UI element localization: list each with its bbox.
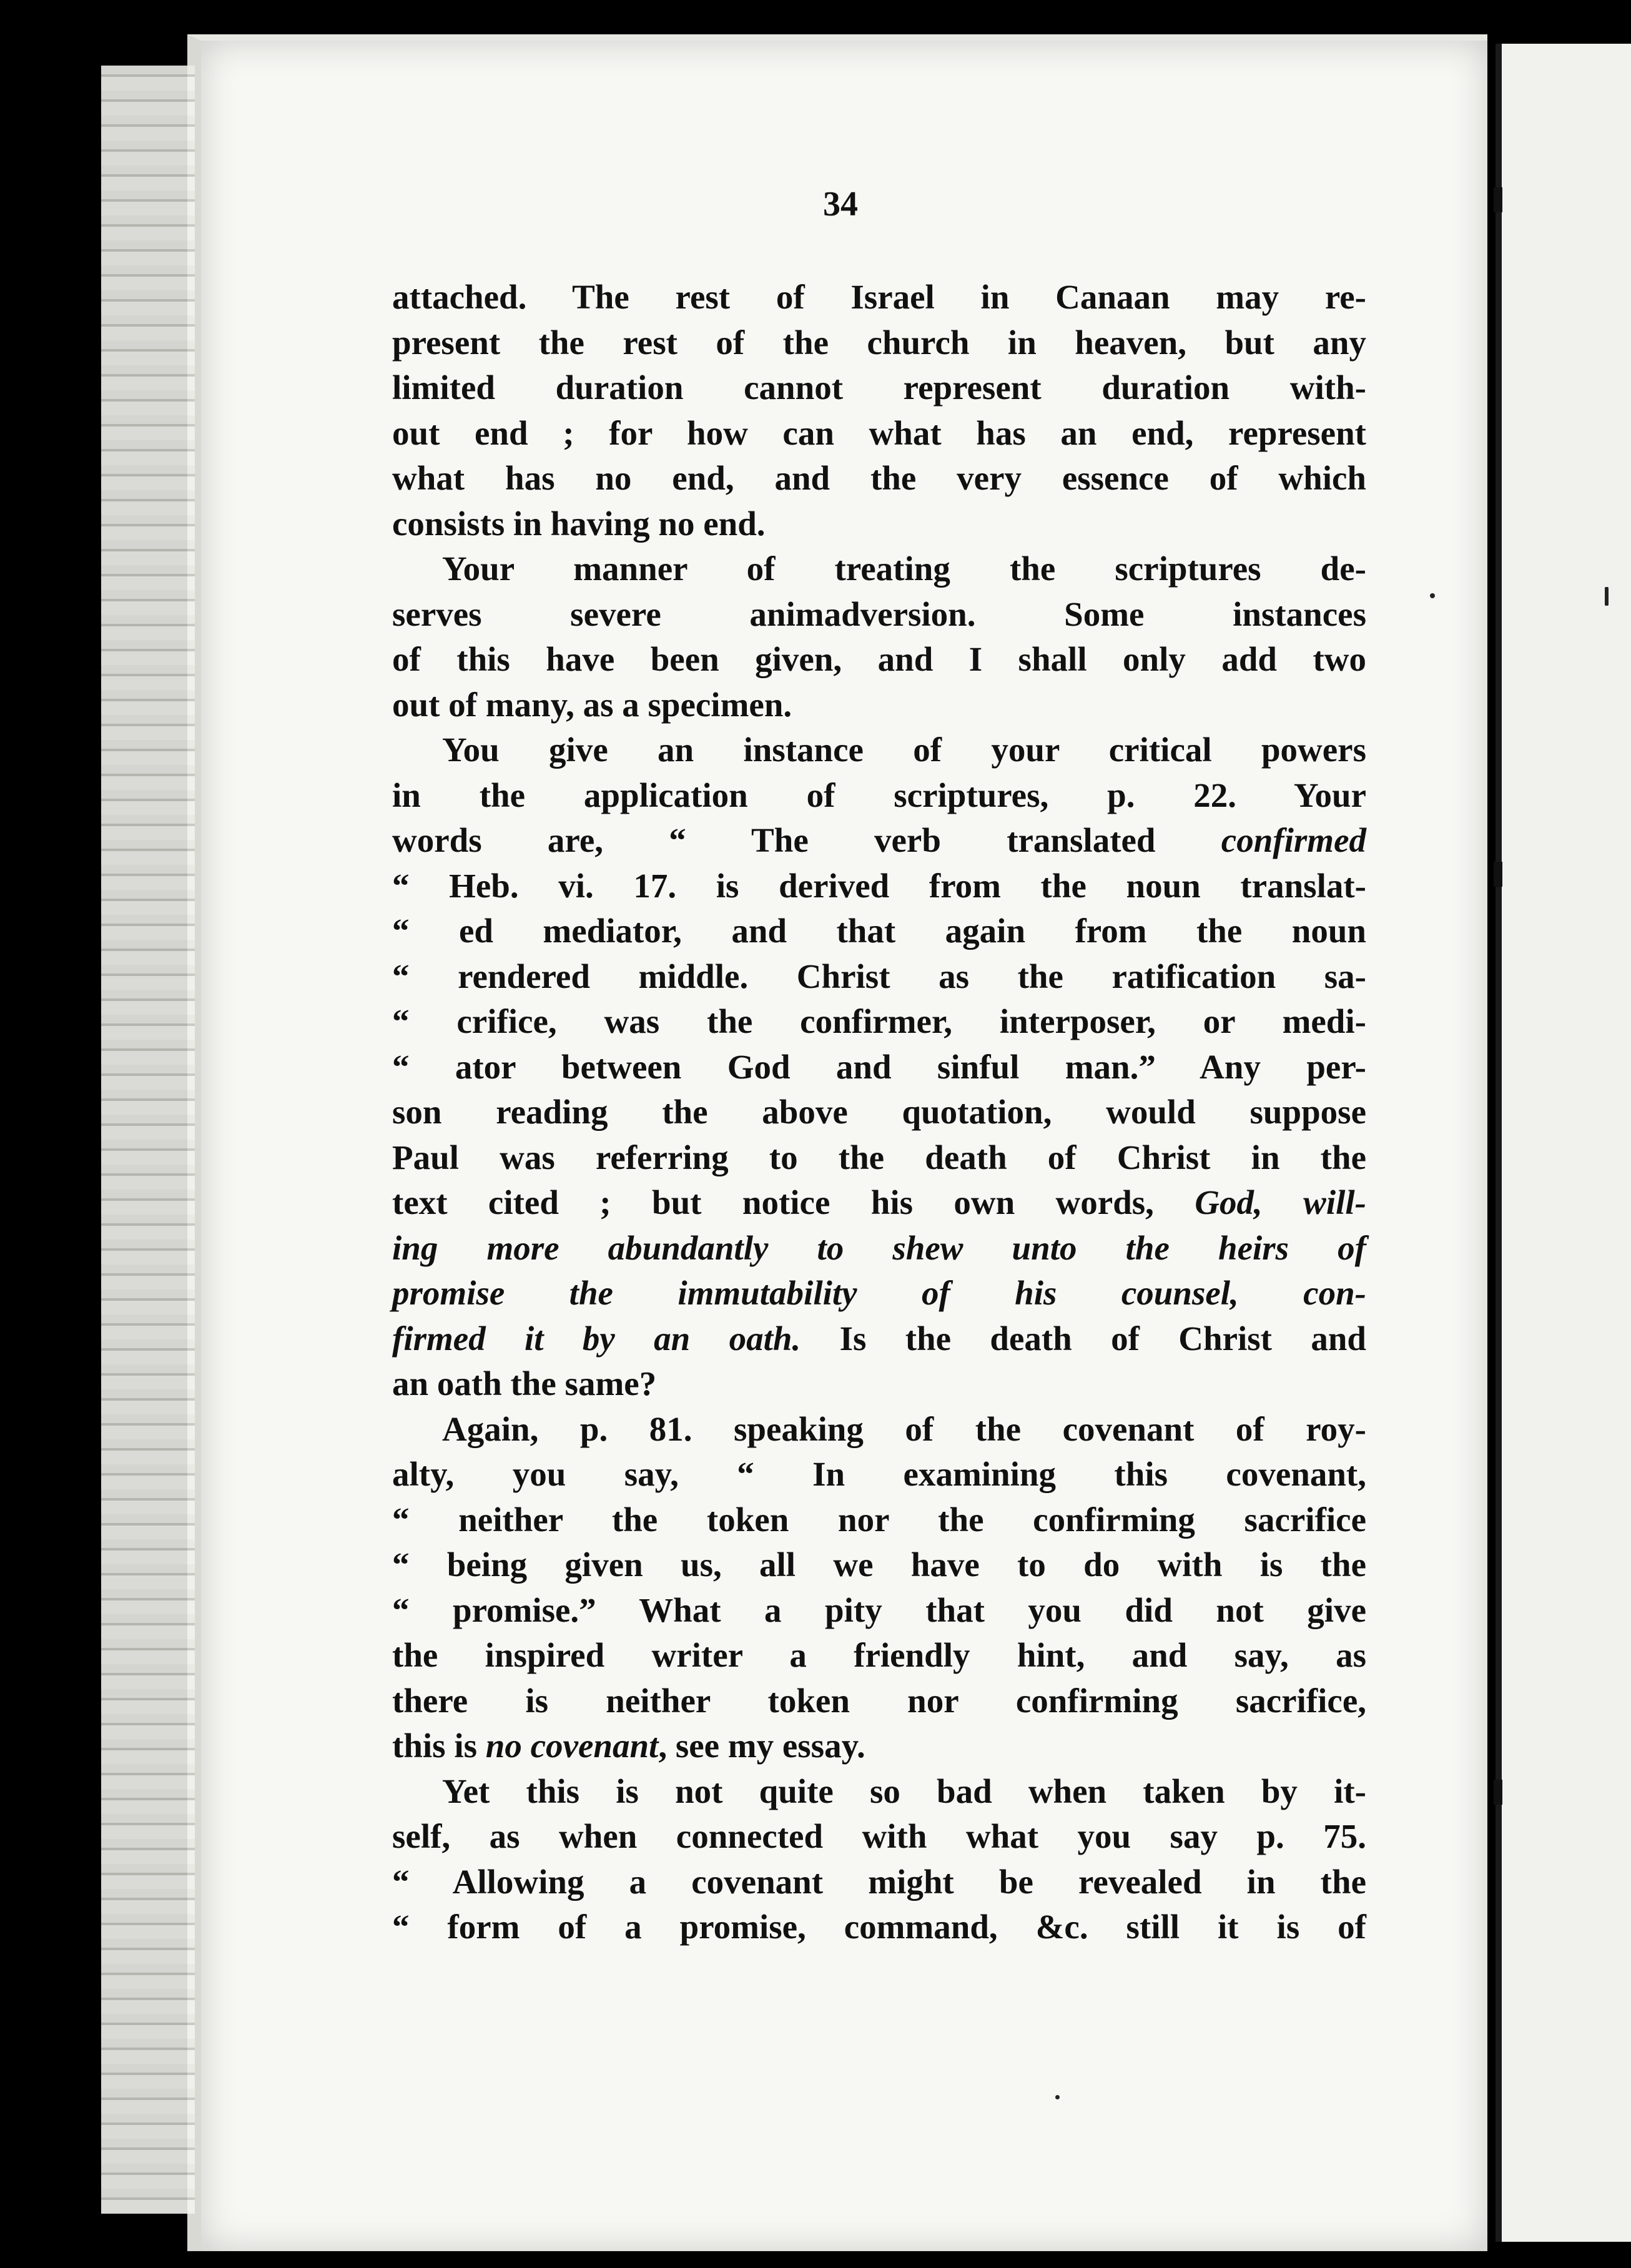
text-segment: “ rendered middle. Christ as the ratification sa-: [392, 957, 1366, 995]
text-line: [392, 592, 1366, 638]
text-segment: in the application of scriptures, p. 22. Your: [392, 776, 1366, 814]
text-segment: limited duration cannot represent duration with-: [392, 368, 1366, 407]
binding-mark: [1494, 862, 1502, 887]
text-segment: “ form of a promise, command, &c. still it is of: [392, 1908, 1366, 1946]
page-number: 34: [823, 185, 858, 224]
text-line: [392, 954, 1366, 1000]
text-segment: consists in having no end.: [392, 504, 766, 543]
text-segment: Paul was referring to the death of Christ in the: [392, 1138, 1366, 1176]
text-segment: “ promise.” What a pity that you did not give: [392, 1590, 1366, 1629]
text-line: [392, 1588, 1366, 1634]
text-line: [392, 275, 1366, 320]
text-segment: You give an instance of your critical powers: [442, 731, 1366, 769]
text-line: [392, 773, 1366, 819]
text-segment: Your manner of treating the scriptures de-: [442, 550, 1366, 588]
italic-text-segment: firmed it by an oath.: [392, 1319, 801, 1358]
text-segment: an oath the same?: [392, 1364, 657, 1403]
text-line: [392, 637, 1366, 683]
text-line: [392, 1135, 1366, 1181]
text-line: [392, 1045, 1366, 1090]
italic-text-segment: ing more abundantly to shew unto the heirs of: [392, 1228, 1366, 1267]
text-segment: alty, you say, “ In examining this covenant,: [392, 1455, 1366, 1493]
dust-speck: [1055, 2095, 1060, 2099]
text-segment: serves severe animadversion. Some instances: [392, 594, 1366, 633]
text-segment: the inspired writer a friendly hint, and say, as: [392, 1636, 1366, 1674]
text-line: [392, 1905, 1366, 1950]
adjacent-page-edge: [1495, 44, 1631, 2242]
text-segment: “ crifice, was the confirmer, interposer, or medi-: [392, 1002, 1366, 1040]
text-segment: son reading the above quotation, would suppose: [392, 1093, 1366, 1131]
text-segment: attached. The rest of Israel in Canaan may re-: [392, 278, 1366, 316]
italic-text-segment: confirmed: [1221, 821, 1366, 859]
text-segment: present the rest of the church in heaven, but any: [392, 323, 1366, 362]
text-line: [392, 1271, 1366, 1316]
dust-speck: [1605, 587, 1609, 606]
text-segment: “ Allowing a covenant might be revealed in the: [392, 1862, 1366, 1901]
text-segment: “ being given us, all we have to do with is the: [392, 1546, 1366, 1584]
text-segment: out of many, as a specimen.: [392, 685, 792, 724]
text-line: [392, 501, 1366, 547]
text-line: [392, 456, 1366, 501]
binding-mark: [1494, 1780, 1502, 1805]
text-line: [392, 1542, 1366, 1588]
italic-text-segment: God, will-: [1195, 1183, 1366, 1221]
text-line: [392, 683, 1366, 728]
text-line: [392, 1633, 1366, 1679]
text-segment: of this have been given, and I shall only add two: [392, 640, 1366, 678]
text-segment: text cited ; but notice his own words,: [392, 1183, 1195, 1221]
text-line: [392, 1226, 1366, 1271]
italic-text-segment: no covenant: [485, 1727, 659, 1765]
text-line: [392, 999, 1366, 1045]
text-line: [392, 320, 1366, 366]
text-line: [392, 1407, 1366, 1452]
text-line: [392, 727, 1366, 773]
dust-speck: [1430, 593, 1435, 598]
text-segment: out end ; for how can what has an end, represent: [392, 413, 1366, 452]
text-line: [392, 1860, 1366, 1905]
text-line: [392, 1090, 1366, 1135]
text-segment: Again, p. 81. speaking of the covenant of roy-: [442, 1409, 1366, 1448]
text-segment: what has no end, and the very essence of which: [392, 459, 1366, 497]
text-line: [392, 1497, 1366, 1543]
text-line: [392, 1316, 1366, 1362]
text-segment: “ neither the token nor the confirming sacrifice: [392, 1500, 1366, 1539]
text-line: [392, 1769, 1366, 1815]
text-line: [392, 909, 1366, 954]
text-line: [392, 818, 1366, 864]
text-line: [392, 1452, 1366, 1497]
text-line: [392, 1361, 1366, 1407]
text-segment: “ ator between God and sinful man.” Any per-: [392, 1047, 1366, 1086]
text-segment: words are, “ The verb translated: [392, 821, 1221, 859]
page-body-text: [392, 275, 1366, 1950]
text-segment: this is: [392, 1727, 486, 1765]
text-line: [392, 411, 1366, 456]
text-segment: there is neither token nor confirming sacrifice,: [392, 1681, 1366, 1720]
text-line: [392, 1180, 1366, 1226]
text-segment: self, as when connected with what you say p. 75.: [392, 1817, 1366, 1855]
text-segment: , see my essay.: [658, 1727, 865, 1765]
text-segment: “ Heb. vi. 17. is derived from the noun translat-: [392, 866, 1366, 905]
text-line: [392, 864, 1366, 909]
text-segment: Is the death of Christ and: [801, 1319, 1366, 1358]
text-segment: Yet this is not quite so bad when taken by it-: [442, 1772, 1366, 1810]
text-line: [392, 1679, 1366, 1724]
text-line: [392, 1723, 1366, 1769]
text-line: [392, 365, 1366, 411]
text-line: [392, 546, 1366, 592]
binding-mark: [1494, 187, 1502, 212]
text-line: [392, 1814, 1366, 1860]
italic-text-segment: promise the immutability of his counsel, con-: [392, 1274, 1366, 1312]
text-segment: “ ed mediator, and that again from the noun: [392, 912, 1366, 950]
